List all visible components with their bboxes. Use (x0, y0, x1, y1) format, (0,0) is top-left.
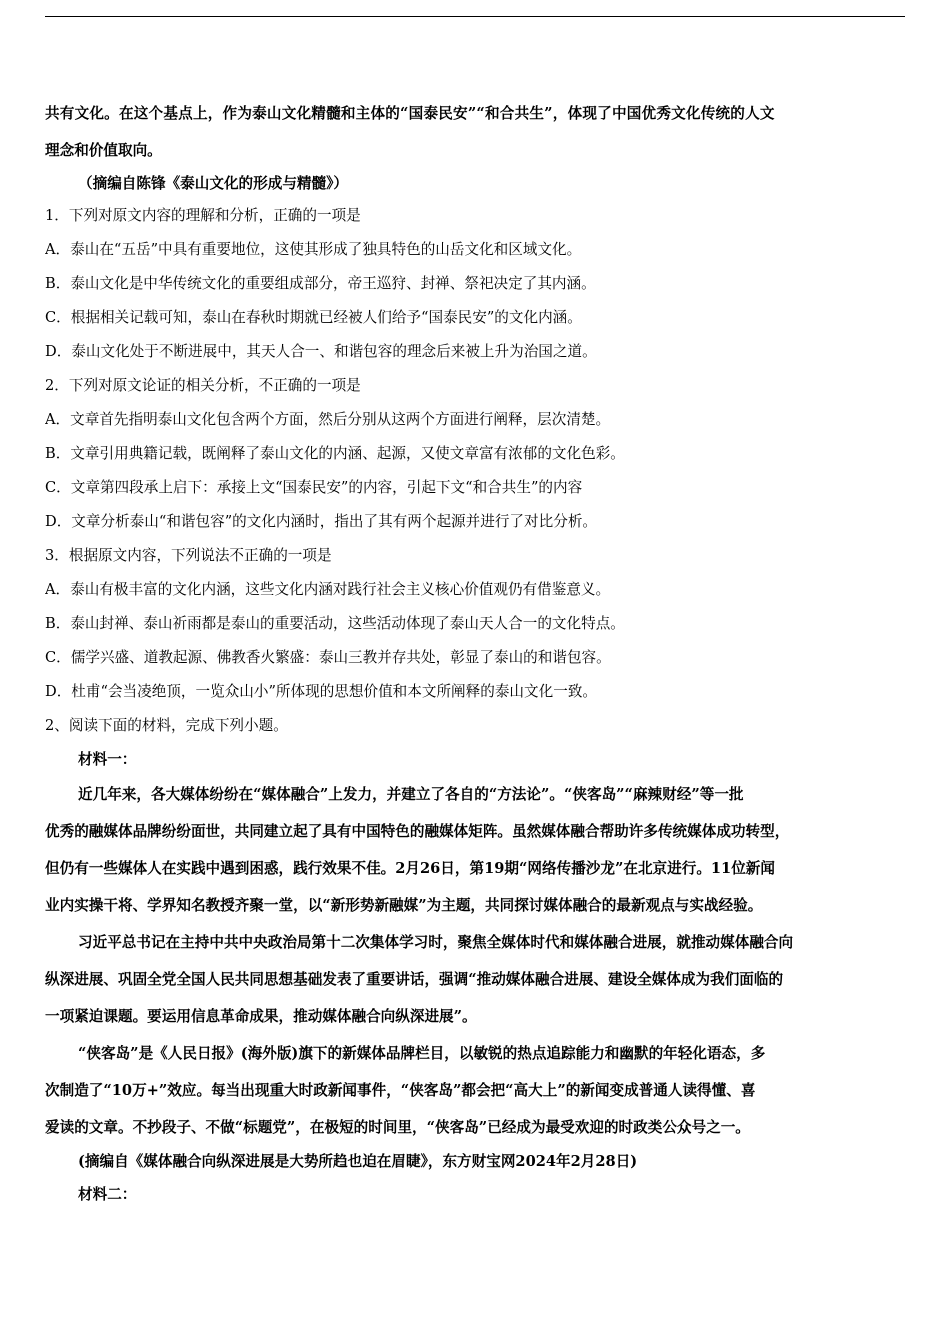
material-label: 材料二： (78, 1186, 137, 1203)
paragraph-line: 近几年来，各大媒体纷纷在“媒体融合”上发力，并建立了各自的“方法论”。“侠客岛”“麻辣财经”等一批 (78, 786, 744, 803)
paragraph-line: 次制造了“10万+”效应。每当出现重大时政新闻事件，“侠客岛”都会把“高大上”的新闻变成普通人读得懂、喜 (45, 1082, 756, 1099)
material-source: (摘编自《媒体融合向纵深进展是大势所趋也迫在眉睫》，东方财宝网2024年2月28日) (78, 1153, 638, 1170)
paragraph-line: 业内实操干将、学界知名教授齐聚一堂，以“新形势新融媒”为主题，共同探讨媒体融合的最新观点与实战经验。 (45, 897, 763, 914)
passage-line: 理念和价值取向。 (45, 142, 162, 159)
paragraph (45, 776, 905, 924)
paragraph-line: 纵深进展、巩固全党全国人民共同思想基础发表了重要讲话，强调“推动媒体融合进展、建设全媒体成为我们面临的 (45, 971, 784, 988)
paragraph-line: 习近平总书记在主持中共中央政治局第十二次集体学习时，聚焦全媒体时代和媒体融合进展，就推动媒体融合向 (78, 934, 794, 951)
option-d: D．杜甫“会当凌绝顶，一览众山小”所体现的思想价值和本文所阐释的泰山文化一致。 (45, 683, 598, 700)
option-a: A．文章首先指明泰山文化包含两个方面，然后分别从这两个方面进行阐释，层次清楚。 (45, 411, 611, 428)
page-body (45, 95, 905, 1212)
paragraph-line: 优秀的融媒体品牌纷纷面世，共同建立起了具有中国特色的融媒体矩阵。虽然媒体融合帮助许多传统媒体成功转型， (45, 823, 790, 840)
option-c: C．文章第四段承上启下：承接上文“国泰民安”的内容，引起下文“和合共生”的内容 (45, 479, 583, 496)
question-stem: 1．下列对原文内容的理解和分析，正确的一项是 (45, 207, 361, 224)
option-a: A．泰山在“五岳”中具有重要地位，这使其形成了独具特色的山岳文化和区域文化。 (45, 241, 582, 258)
option-d: D．泰山文化处于不断进展中，其天人合一、和谐包容的理念后来被上升为治国之道。 (45, 343, 597, 360)
header-rule (45, 16, 905, 17)
option-b: B．文章引用典籍记载，既阐释了泰山文化的内涵、起源，又使文章富有浓郁的文化色彩。 (45, 445, 625, 462)
paragraph-line: 一项紧迫课题。要运用信息革命成果，推动媒体融合向纵深进展”。 (45, 1008, 477, 1025)
paragraph-line: “侠客岛”是《人民日报》(海外版)旗下的新媒体品牌栏目，以敏锐的热点追踪能力和幽默的年轻化语态，多 (78, 1045, 766, 1062)
paragraph (45, 1035, 905, 1146)
passage-line: 共有文化。在这个基点上，作为泰山文化精髓和主体的“国泰民安”“和合共生”，体现了中国优秀文化传统的人文 (45, 105, 775, 122)
option-b: B．泰山文化是中华传统文化的重要组成部分，帝王巡狩、封禅、祭祀决定了其内涵。 (45, 275, 596, 292)
section-heading: 2、阅读下面的材料，完成下列小题。 (45, 717, 288, 734)
paragraph-line: 但仍有一些媒体人在实践中遇到困惑，践行效果不佳。2月26日，第19期“网络传播沙龙”在北京进行。11位新闻 (45, 860, 775, 877)
question-list (45, 199, 905, 743)
material-one (45, 743, 905, 1212)
option-b: B．泰山封禅、泰山祈雨都是泰山的重要活动，这些活动体现了泰山天人合一的文化特点。 (45, 615, 625, 632)
question-stem: 3．根据原文内容，下列说法不正确的一项是 (45, 547, 332, 564)
option-c: C．根据相关记载可知，泰山在春秋时期就已经被人们给予“国泰民安”的文化内涵。 (45, 309, 582, 326)
passage-source: （摘编自陈锋《泰山文化的形成与精髓》） (78, 175, 348, 192)
option-d: D．文章分析泰山“和谐包容”的文化内涵时，指出了其有两个起源并进行了对比分析。 (45, 513, 598, 530)
option-a: A．泰山有极丰富的文化内涵，这些文化内涵对践行社会主义核心价值观仍有借鉴意义。 (45, 581, 611, 598)
paragraph-line: 爱读的文章。不抄段子、不做“标题党”，在极短的时间里，“侠客岛”已经成为最受欢迎的时政类公众号之一。 (45, 1119, 750, 1136)
material-label: 材料一： (78, 751, 137, 768)
passage-end (45, 95, 905, 199)
paragraph (45, 924, 905, 1035)
question-stem: 2．下列对原文论证的相关分析，不正确的一项是 (45, 377, 361, 394)
option-c: C．儒学兴盛、道教起源、佛教香火繁盛：泰山三教并存共处，彰显了泰山的和谐包容。 (45, 649, 611, 666)
